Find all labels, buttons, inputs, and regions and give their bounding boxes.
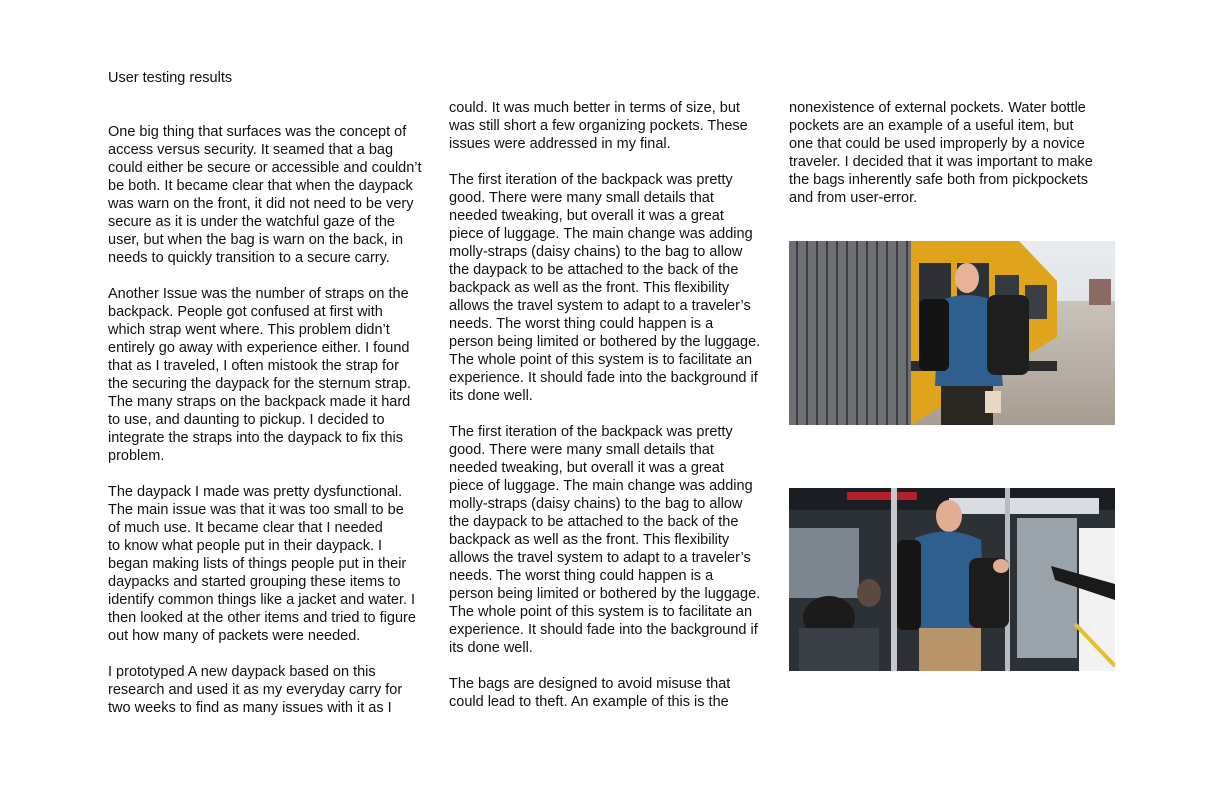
paragraph: The bags are designed to avoid misuse that could lead to theft. An example of this is the <box>449 676 731 710</box>
bus-stop-photo <box>789 241 1115 425</box>
page-title: User testing results <box>108 70 233 86</box>
paragraph: nonexistence of external pockets. Water bottle pockets are an example of a useful item, but one that could be used improperly by a novice traveler. I decided that it was important to make the bags inherently safe both from pickpockets and from user-error. <box>789 100 1093 206</box>
paragraph: The daypack I made was pretty dysfunctional. The main issue was that it was too small to be of much use. It became clear that I needed to know what people put in their daypack. I began making lists of things people put in their daypacks and started grouping these items to identify common things like a jacket and water. I then looked at the other items and tried to figure out how many of packets were needed. <box>108 484 416 644</box>
paragraph: could. It was much better in terms of size, but was still short a few organizing pockets. These issues were addressed in my final. <box>449 100 748 152</box>
text-column-3 <box>789 99 1119 225</box>
text-column-1 <box>108 123 438 735</box>
text-column-2 <box>449 99 779 729</box>
paragraph: I prototyped A new daypack based on this research and used it as my everyday carry for two weeks to find as many issues with it as I <box>108 664 403 716</box>
paragraph: One big thing that surfaces was the concept of access versus security. It seamed that a bag could either be secure or accessible and couldn’t be both. It became clear that when the daypack was warn on the front, it did not need to be very secure as it is under the watchful gaze of the user, but when the bag is warn on the back, in needs to quickly transition to a secure carry. <box>108 124 422 266</box>
paragraph: Another Issue was the number of straps on the backpack. People got confused at first with which strap went where. This problem didn’t entirely go away with experience either. I found that as I traveled, I often mistook the strap for the securing the daypack for the sternum strap. The many straps on the backpack made it hard to use, and daunting to pickup. I decided to integrate the straps into the daypack to fix this problem. <box>108 286 412 464</box>
paragraph: The first iteration of the backpack was pretty good. There were many small details that needed tweaking, but overall it was a great piece of luggage. The main change was adding molly-straps (daisy chains) to the bag to allow the daypack to be attached to the back of the backpack as well as the front. This flexibility allows the travel system to adapt to a traveler’s needs. The worst thing could happen is a person being limited or bothered by the luggage. The whole point of this system is to facilitate an experience. It should fade into the background if its done well. <box>449 424 761 656</box>
paragraph: The first iteration of the backpack was pretty good. There were many small details that needed tweaking, but overall it was a great piece of luggage. The main change was adding molly-straps (daisy chains) to the bag to allow the daypack to be attached to the back of the backpack as well as the front. This flexibility allows the travel system to adapt to a traveler’s needs. The worst thing could happen is a person being limited or bothered by the luggage. The whole point of this system is to facilitate an experience. It should fade into the background if its done well. <box>449 172 761 404</box>
bus-interior-photo <box>789 488 1115 671</box>
photo-man-inside-bus-icon <box>789 488 1115 671</box>
photo-man-at-bus-stop-icon <box>789 241 1115 425</box>
